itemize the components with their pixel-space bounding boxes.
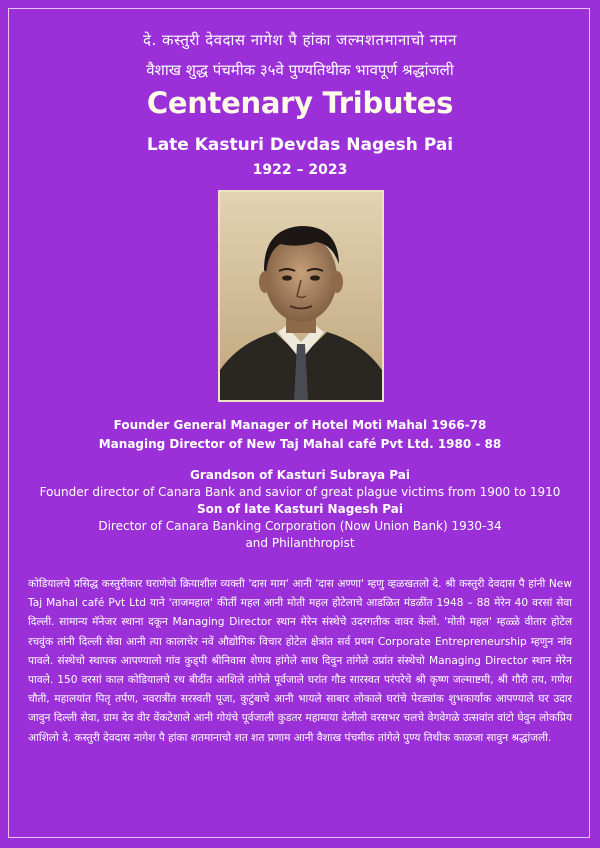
portrait-photo [218,190,384,402]
roles-block [0,416,600,454]
son-heading: Son of late Kasturi Nagesh Pai [197,502,403,516]
tribute-paragraph: कोडियालचे प्रसिद्ध कस्तुरीकार घराणेचो क्रियाशील व्यक्ती 'दास माम' आनी 'दास अण्णा' म्हणु व्हळखतलो दे. श्री कस्तुरी देवदास पै हांनी New Taj Mahal café Pvt Ltd याने 'ताजमहाल' कीर्ती महल आनी मोती महल होटेलाचे आडळित मंडळींत 1948 – 88 मेरेन 40 वरसां सेवा दिल्ली. सामान्य मॅनेजर स्थाना दकून Managing Director स्थान मेरेन संस्थेचे उदरगतीक वावर केलो. 'मोती महल' म्हळ्ळे वीतार होटेल रचवुंक तांनी दिल्ली सेवा आनी त्या कालाचेर नवें औद्योगिक विचार होटेल क्षेत्रांत सर्व प्रथम Corporate Entrepreneurship म्हणुन नांव पावले. संस्थेचो स्थापक आपण्यालो गांव कुड्पी श्रीनिवास शेणय हांगेले साथ दिवुन तांगेले उप्रांत संस्थेचो Managing Director स्थान मेरेन पावले. 150 वरसां काल कोडियालचे रथ बीदींत आशिले तांगेले पूर्वजाले घरांत गौड सारस्वत परंपरेचे श्री कृष्ण जल्माष्टमी, श्री गौरी तय, गणेश चौती, महालयांत पितृ तर्पण, नवरात्रींत सरस्वती पूजा, कुटुंबाचे आनी भायले साबार लोकाले घरांचे पेरड्यांक शुभकार्याक आपण्याले घर उदार जावुन दिल्ली सेवा, ग्राम देव वीर वेंकटेशाले आनी गोयंचे पूर्वजाली कुडतर महामाया देलीलो वरसभर चलचे वेगवेगळे उत्सवांत वांटो घेवुन लोकप्रिय आशिलो दे. कस्तुरी देवदास नागेश पै हांका शतमानाचो शत शत प्रणाम आनी वैशाख पंचमीक तांगेले पुण्य तिथीक काळजा सावुन श्रद्धांजली. [28,578,572,744]
son-description-line2: and Philanthropist [245,536,355,550]
page-title: Centenary Tributes [146,86,454,120]
grandson-heading: Grandson of Kasturi Subraya Pai [190,468,410,482]
life-years: 1922 – 2023 [252,162,348,178]
role-line-taj-mahal: Managing Director of New Taj Mahal café Pvt Ltd. 1980 - 88 [98,437,502,451]
grandson-description: Founder director of Canara Bank and savior of great plague victims from 1900 to 1910 [39,485,561,499]
person-name: Late Kasturi Devdas Nagesh Pai [146,135,454,155]
portrait-illustration [220,192,382,400]
lineage-block [0,467,600,552]
marathi-heading-line1: दे. कस्तुरी देवदास नागेश पै हांका जल्मशतमानाचो नमन [143,31,457,49]
son-description-line1: Director of Canara Banking Corporation (Now Union Bank) 1930-34 [98,519,502,533]
marathi-heading-line2: वैशाख शुद्ध पंचमीक ३५वे पुण्यतिथीक भावपूर्ण श्रद्धांजली [146,61,454,79]
role-line-moti-mahal: Founder General Manager of Hotel Moti Mahal 1966-78 [113,418,487,432]
